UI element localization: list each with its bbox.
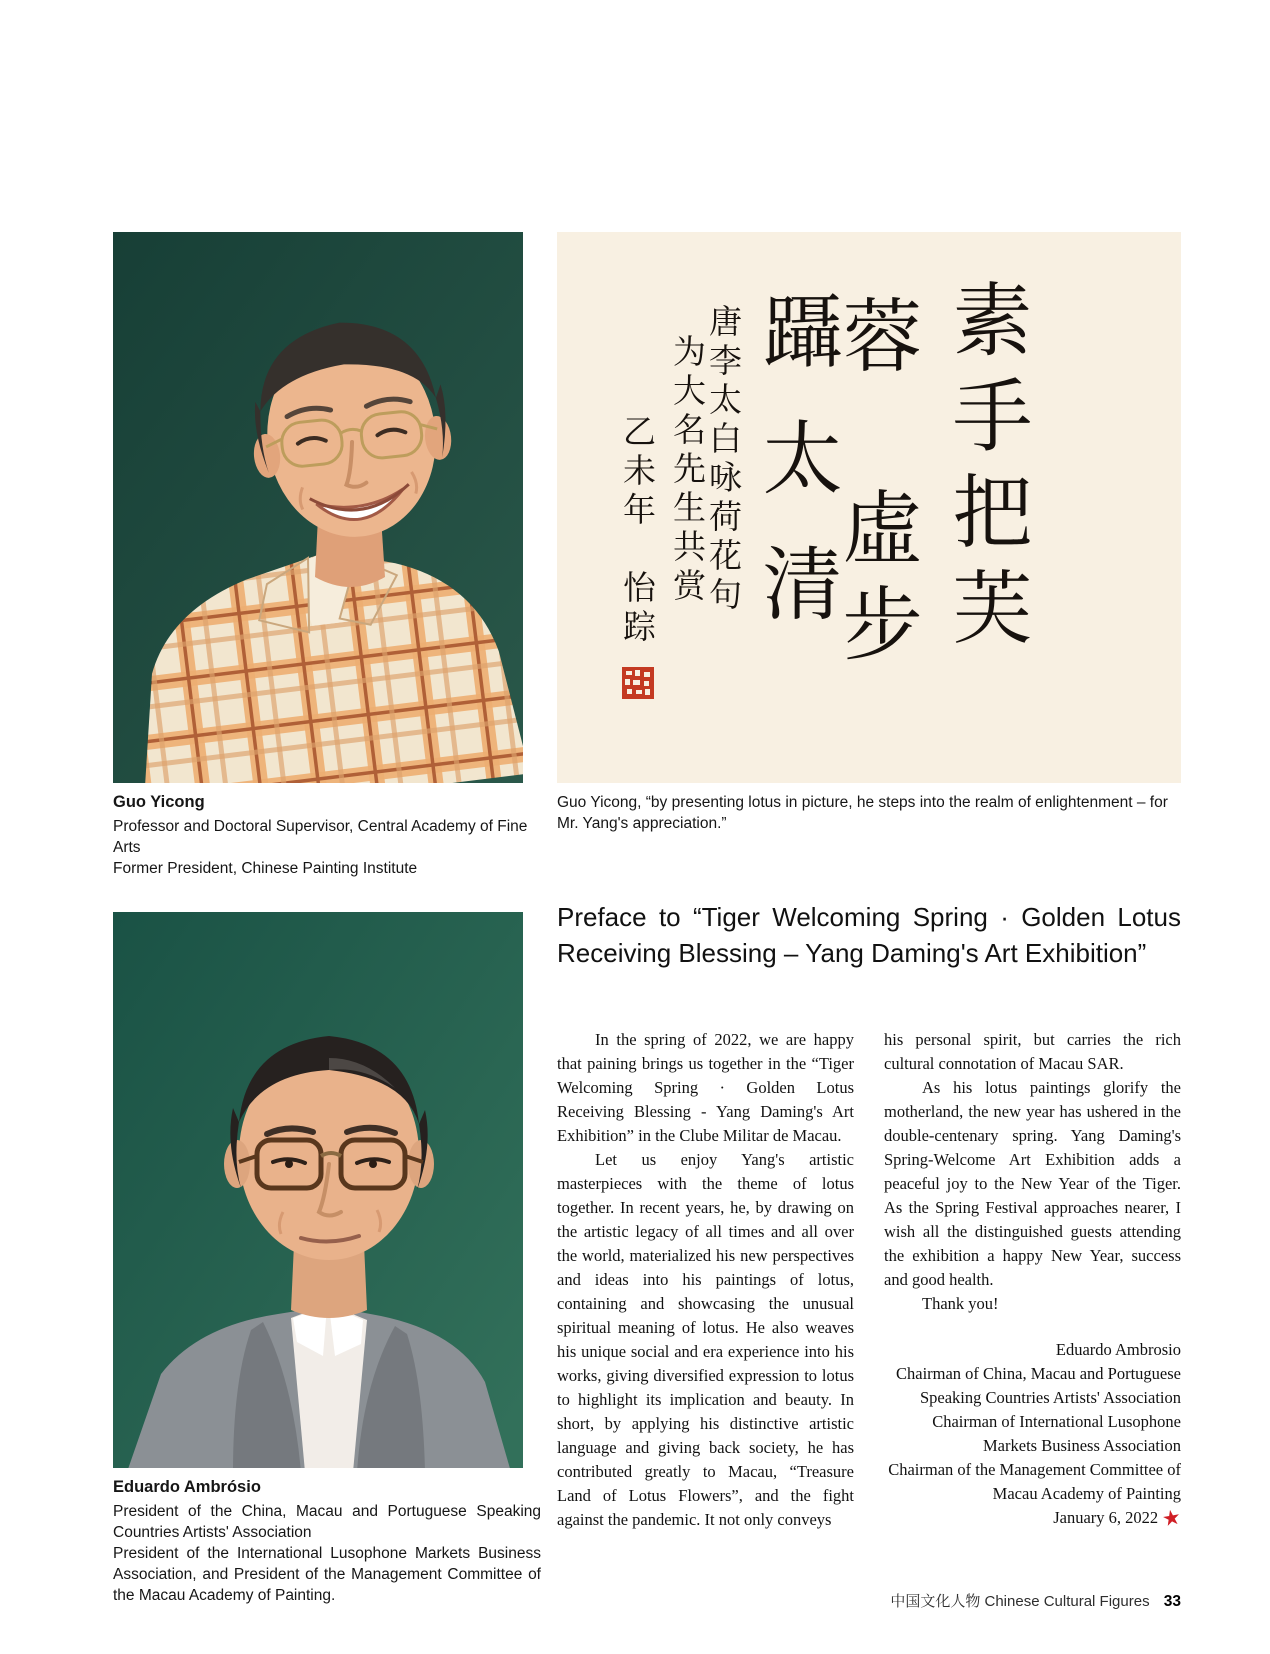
guo-caption-name: Guo Yicong xyxy=(113,793,205,811)
signature-title-3: Chairman of the Management Committee of Macau Academy of Painting xyxy=(888,1460,1181,1503)
eduardo-ambrosio-photo xyxy=(113,912,523,1468)
page-number: 33 xyxy=(1163,1593,1181,1610)
footer-english-title: Chinese Cultural Figures xyxy=(984,1593,1150,1610)
eduardo-caption-name: Eduardo Ambrósio xyxy=(113,1478,261,1496)
eduardo-caption xyxy=(113,1477,541,1606)
paragraph: his personal spirit, but carries the rich cultural connotation of Macau SAR. xyxy=(884,1030,1181,1073)
footer-chinese-title: 中国文化人物 xyxy=(890,1593,981,1610)
calligraphy-inscription-1: 唐李太白咏荷花句 xyxy=(704,304,743,616)
guo-yicong-photo xyxy=(113,232,523,783)
article-column-1 xyxy=(557,1028,854,1532)
calligraphy-caption xyxy=(557,792,1181,834)
paragraph: As his lotus paintings glorify the motherland, the new year has ushered in the double-centenary spring. Yang Daming's Spring-Welcome Art Exhibition adds a peaceful joy to the New Year of the Tiger. As the Spring Festival approaches nearer, I wish all the distinguished guests attending the exhibition a happy New Year, success and good health. xyxy=(884,1078,1181,1289)
signature-date-line xyxy=(884,1506,1181,1530)
article-column-2 xyxy=(884,1028,1181,1530)
red-star-icon: ★ xyxy=(1160,1504,1183,1532)
guo-portrait-illustration xyxy=(113,232,523,783)
article-title-line-1: Preface to “Tiger Welcoming Spring · Golden Lotus xyxy=(557,902,1181,932)
paragraph: Let us enjoy Yang's artistic masterpieces with the theme of lotus together. In recent years, he, by drawing on the artistic legacy of all times and all over the world, materialized his new perspectives and ideas into his paintings of lotus, containing and showcasing the unusual spiritual meaning of lotus. He also weaves his unique social and era experience into his works, giving diversified expression to lotus to highlight its implication and beauty. In short, by applying his distinctive artistic language and giving back society, he has contributed greatly to Macau, “Treasure Land of Lotus Flowers”, and the fight against the pandemic. It not only conveys xyxy=(557,1150,854,1529)
guo-caption xyxy=(113,792,543,879)
signature-title-2: Chairman of International Lusophone Markets Business Association xyxy=(932,1412,1181,1455)
calligraphy-inscription-3: 乙未年 怡踪 xyxy=(618,414,657,648)
article-title xyxy=(557,899,1181,971)
red-seal-stamp xyxy=(621,666,655,700)
eduardo-portrait-illustration xyxy=(113,912,523,1468)
paragraph: Thank you! xyxy=(922,1294,999,1313)
calligraphy-artwork xyxy=(557,232,1181,783)
eduardo-caption-line-1: President of the China, Macau and Portuguese Speaking Countries Artists' Association xyxy=(113,1503,541,1541)
calligraphy-caption-text: Guo Yicong, “by presenting lotus in picture, he steps into the realm of enlightenment – for Mr. Yang's appreciation.” xyxy=(557,794,1168,832)
signature-name: Eduardo Ambrosio xyxy=(1055,1340,1181,1359)
calligraphy-column-3: 躡太清 xyxy=(749,290,842,668)
signature-date: January 6, 2022 xyxy=(1053,1508,1159,1527)
guo-caption-line-2: Former President, Chinese Painting Institute xyxy=(113,860,418,877)
eduardo-caption-line-2: President of the International Lusophone Markets Business Association, and President of the Management Committee of the Macau Academy of Painting. xyxy=(113,1545,541,1604)
calligraphy-column-2: 蓉 虛步 xyxy=(829,294,922,678)
signature-block xyxy=(884,1338,1181,1530)
calligraphy-inscription-2: 为大名先生共赏 xyxy=(668,334,707,607)
guo-caption-line-1: Professor and Doctoral Supervisor, Central Academy of Fine Arts xyxy=(113,818,528,856)
signature-title-1: Chairman of China, Macau and Portuguese Speaking Countries Artists' Association xyxy=(895,1364,1181,1407)
article-title-line-2: Receiving Blessing – Yang Daming's Art Exhibition” xyxy=(557,938,1147,968)
page-footer xyxy=(557,1590,1181,1611)
calligraphy-column-1: 素手把芙 xyxy=(939,278,1032,662)
paragraph: In the spring of 2022, we are happy that paining brings us together in the “Tiger Welcoming Spring · Golden Lotus Receiving Blessing - Yang Daming's Art Exhibition” in the Clube Militar de Macau. xyxy=(557,1030,854,1145)
